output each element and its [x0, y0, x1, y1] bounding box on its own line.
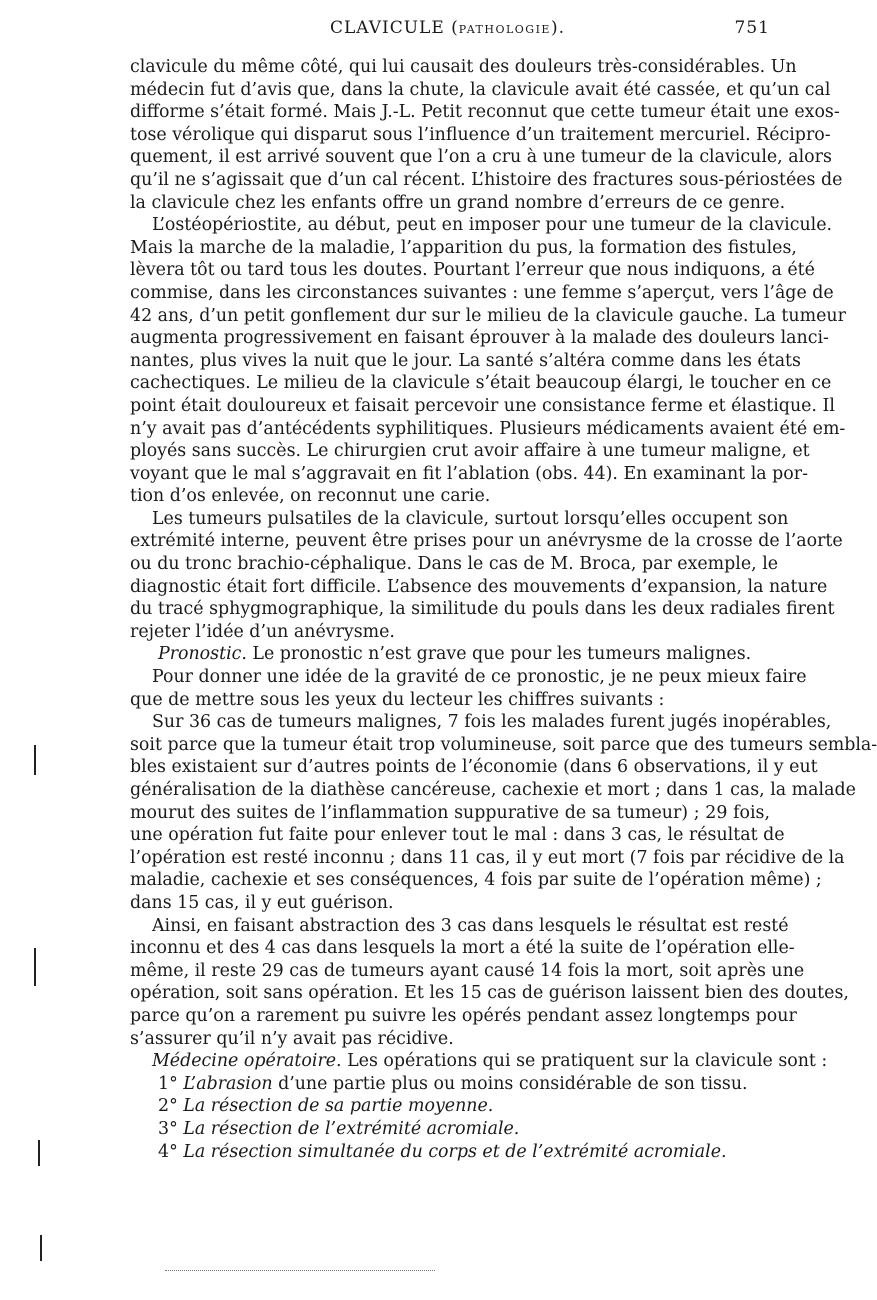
list-number: 1°: [158, 1073, 178, 1094]
body-text: [130, 56, 877, 1163]
section-text: Le pronostic n’est grave que pour les tumeurs malignes.: [246, 644, 752, 665]
text-line: augmenta progressivement en faisant éprouver à la malade des douleurs lanci-: [130, 328, 829, 349]
text-line: commise, dans les circonstances suivantes : une femme s’aperçut, vers l’âge de: [130, 282, 834, 303]
text-line: inconnu et des 4 cas dans lesquels la mort a été la suite de l’opération elle-: [130, 938, 795, 959]
list-item: [130, 1073, 770, 1096]
text-line: maladie, cachexie et ses conséquences, 4 fois par suite de l’opération même) ;: [130, 870, 822, 891]
footer-rule: [165, 1270, 435, 1273]
text-line: soit parce que la tumeur était trop volumineuse, soit parce que des tumeurs sembla-: [130, 734, 877, 755]
list-item: [130, 1118, 770, 1141]
text-line: ou du tronc brachio-céphalique. Dans le cas de M. Broca, par exemple, le: [130, 554, 779, 575]
text-line: bles existaient sur d’autres points de l’économie (dans 6 observations, il y eut: [130, 757, 818, 778]
text-line: mourut des suites de l’inflammation suppurative de sa tumeur) ; 29 fois,: [130, 802, 770, 823]
text-line: 42 ans, d’un petit gonflement dur sur le milieu de la clavicule gauche. La tumeur: [130, 305, 846, 326]
text-line: point était douloureux et faisait percevoir une consistance ferme et élastique. Il: [130, 395, 835, 416]
list-text: d’une partie plus ou moins considérable de son tissu.: [272, 1073, 748, 1094]
list-text: La résection de sa partie moyenne.: [177, 1096, 494, 1117]
text-line: l’opération est resté inconnu ; dans 11 cas, il y eut mort (7 fois par récidive de la: [130, 847, 845, 868]
text-line: parce qu’on a rarement pu suivre les opérés pendant assez longtemps pour: [130, 1005, 797, 1026]
section-label: Pronostic.: [158, 644, 247, 665]
text-line: n’y avait pas d’antécédents syphilitiques. Plusieurs médicaments avaient été em-: [130, 418, 846, 439]
title-sub: PATHOLOGIE: [458, 23, 551, 36]
list-number: 4°: [158, 1141, 178, 1162]
text-line: ployés sans succès. Le chirurgien crut avoir affaire à une tumeur maligne, et: [130, 441, 810, 462]
text-line: Ainsi, en faisant abstraction des 3 cas dans lesquels le résultat est resté: [152, 915, 789, 936]
text-line: Mais la marche de la maladie, l’apparition du pus, la formation des fistules,: [130, 237, 797, 258]
text-line: voyant que le mal s’aggravait en fit l’ablation (obs. 44). En examinant la por-: [130, 463, 808, 484]
text-line: qu’il ne s’agissait que d’un cal récent. L’histoire des fractures sous-périostées de: [130, 169, 843, 190]
section-medecine: [130, 1050, 828, 1073]
text-line: extrémité interne, peuvent être prises pour un anévrysme de la crosse de l’aorte: [130, 531, 843, 552]
page-number: 751: [734, 18, 770, 38]
text-line: du tracé sphygmographique, la similitude du pouls dans les deux radiales firent: [130, 599, 835, 620]
text-line: Pour donner une idée de la gravité de ce pronostic, je ne peux mieux faire: [152, 667, 807, 688]
text-line: tion d’os enlevée, on reconnut une carie.: [130, 486, 491, 507]
section-label: Médecine opératoire.: [152, 1051, 342, 1072]
text-line: quement, il est arrivé souvent que l’on a cru à une tumeur de la clavicule, alors: [130, 147, 832, 168]
margin-mark: [40, 1235, 42, 1261]
text-line: rejeter l’idée d’un anévrysme.: [130, 621, 395, 642]
text-line: difforme s’était formé. Mais J.-L. Petit reconnut que cette tumeur était une exos-: [130, 102, 840, 123]
list-item: [130, 1095, 770, 1118]
text-line: Les tumeurs pulsatiles de la clavicule, surtout lorsqu’elles occupent son: [152, 508, 789, 529]
list-item: [130, 1141, 770, 1164]
text-line: une opération fut faite pour enlever tout le mal : dans 3 cas, le résultat de: [130, 825, 785, 846]
margin-mark: [34, 745, 36, 775]
list-number: 2°: [158, 1096, 178, 1117]
section-text: Les opérations qui se pratiquent sur la clavicule sont :: [341, 1051, 828, 1072]
text-line: L’ostéopériostite, au début, peut en imposer pour une tumeur de la clavicule.: [152, 215, 833, 236]
list-text: La résection de l’extrémité acromiale.: [177, 1118, 520, 1139]
section-pronostic: [130, 643, 770, 666]
margin-mark: [38, 1140, 40, 1166]
list-text: La résection simultanée du corps et de l’extrémité acromiale.: [177, 1141, 727, 1162]
text-line: que de mettre sous les yeux du lecteur les chiffres suivants :: [130, 689, 665, 710]
text-line: opération, soit sans opération. Et les 15 cas de guérison laissent bien des doutes,: [130, 983, 849, 1004]
page-title: [330, 18, 565, 38]
text-line: tose vérolique qui disparut sous l’influence d’un traitement mercuriel. Récipro-: [130, 124, 831, 145]
text-line: médecin fut d’avis que, dans la chute, la clavicule avait été cassée, et qu’un cal: [130, 79, 831, 100]
list-number: 3°: [158, 1118, 178, 1139]
text-line: diagnostic était fort difficile. L’absence des mouvements d’expansion, la nature: [130, 576, 828, 597]
text-line: même, il reste 29 cas de tumeurs ayant causé 14 fois la mort, soit après une: [130, 960, 805, 981]
text-line: s’assurer qu’il n’y avait pas récidive.: [130, 1028, 454, 1049]
title-main: CLAVICULE (: [330, 18, 459, 38]
margin-mark: [34, 948, 36, 986]
list-term: L’abrasion: [177, 1073, 273, 1094]
text-line: clavicule du même côté, qui lui causait des douleurs très-considérables. Un: [130, 57, 797, 77]
text-line: nantes, plus vives la nuit que le jour. La santé s’altéra comme dans les états: [130, 350, 801, 371]
text-line: généralisation de la diathèse cancéreuse, cachexie et mort ; dans 1 cas, la malade: [130, 780, 856, 800]
title-end: ).: [550, 18, 566, 38]
text-line: lèvera tôt ou tard tous les doutes. Pourtant l’erreur que nous indiquons, a été: [130, 260, 815, 281]
text-line: Sur 36 cas de tumeurs malignes, 7 fois les malades furent jugés inopérables,: [152, 712, 832, 733]
running-header: [130, 18, 770, 44]
text-line: cachectiques. Le milieu de la clavicule s’était beaucoup élargi, le toucher en ce: [130, 373, 832, 394]
text-line: la clavicule chez les enfants offre un grand nombre d’erreurs de ce genre.: [130, 192, 786, 213]
text-line: dans 15 cas, il y eut guérison.: [130, 892, 394, 913]
